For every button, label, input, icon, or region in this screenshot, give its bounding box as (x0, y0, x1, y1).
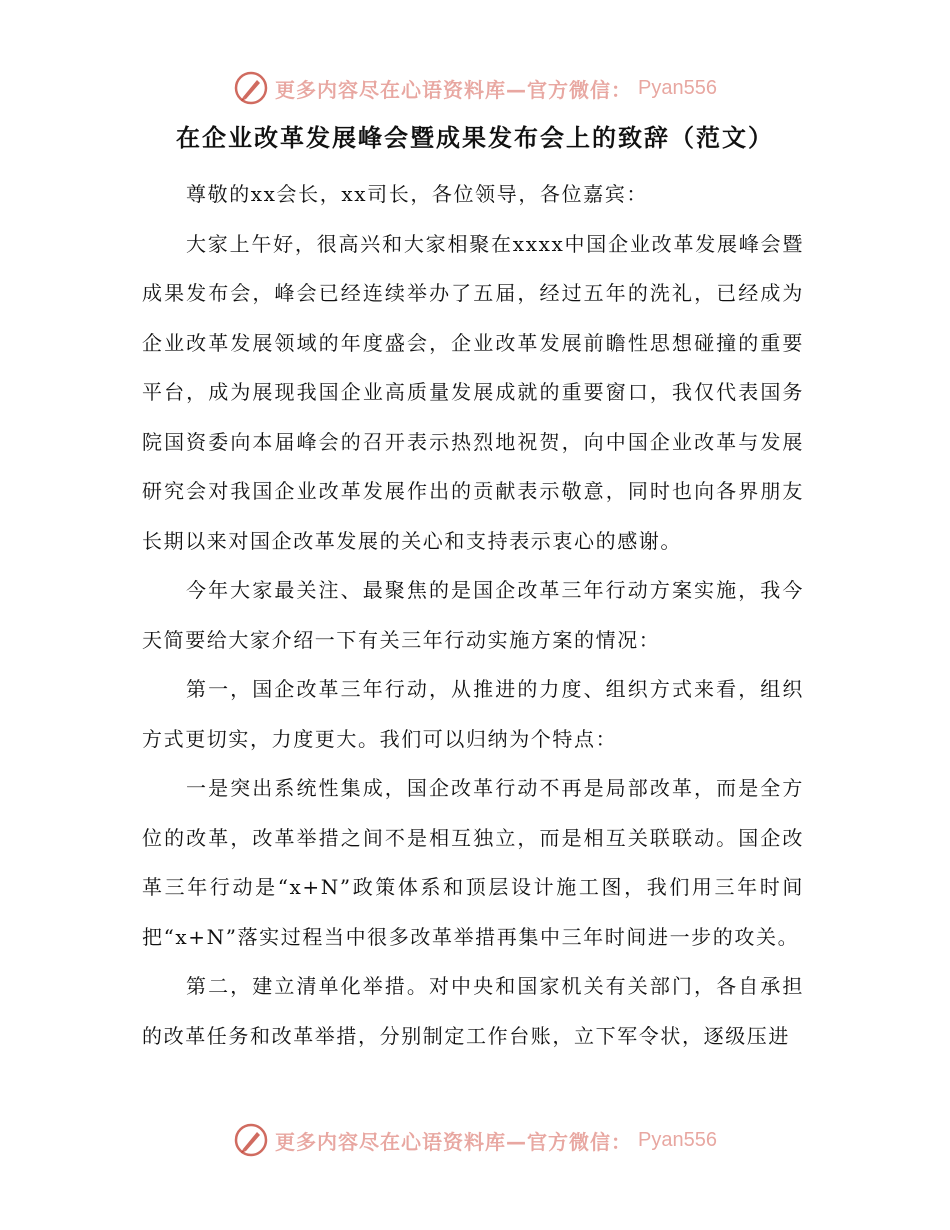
pen-logo-icon (233, 70, 269, 106)
paragraph: 一是突出系统性集成，国企改革行动不再是局部改革，而是全方位的改革，改革举措之间不是相互独立，而是相互关联联动。国企改革三年行动是“x+N”政策体系和顶层设计施工图，我们用三年时间把“x+N”落实过程当中很多改革举措再集中三年时间进一步的攻关。 (142, 776, 804, 949)
watermark-text: 更多内容尽在心语资料库—官方微信： (275, 77, 633, 102)
paragraph: 第一，国企改革三年行动，从推进的力度、组织方式来看，组织方式更切实，力度更大。我们可以归纳为个特点： (142, 677, 804, 751)
document-title: 在企业改革发展峰会暨成果发布会上的致辞（范文） (176, 124, 774, 152)
watermark-wechat-id: Pyan556 (638, 1128, 717, 1151)
document-body (142, 170, 804, 1061)
watermark-header (0, 68, 950, 108)
paragraph: 大家上午好，很高兴和大家相聚在xxxx中国企业改革发展峰会暨成果发布会，峰会已经连续举办了五届，经过五年的洗礼，已经成为企业改革发展领域的年度盛会，企业改革发展前瞻性思想碰撞的重要平台，成为展现我国企业高质量发展成就的重要窗口，我仅代表国务院国资委向本届峰会的召开表示热烈地祝贺，向中国企业改革与发展研究会对我国企业改革发展作出的贡献表示敬意，同时也向各界朋友长期以来对国企改革发展的关心和支持表示衷心的感谢。 (142, 231, 804, 553)
watermark-text: 更多内容尽在心语资料库—官方微信： (275, 1129, 633, 1154)
paragraph: 尊敬的xx会长，xx司长，各位领导，各位嘉宾： (186, 182, 648, 206)
paragraph: 第二，建立清单化举措。对中央和国家机关有关部门，各自承担的改革任务和改革举措，分别制定工作台账，立下军令状，逐级压进 (142, 974, 804, 1048)
pen-logo-icon (233, 1122, 269, 1158)
watermark-footer (0, 1120, 950, 1160)
watermark-wechat-id: Pyan556 (638, 76, 717, 99)
paragraph: 今年大家最关注、最聚焦的是国企改革三年行动方案实施，我今天简要给大家介绍一下有关三年行动实施方案的情况： (142, 578, 804, 652)
